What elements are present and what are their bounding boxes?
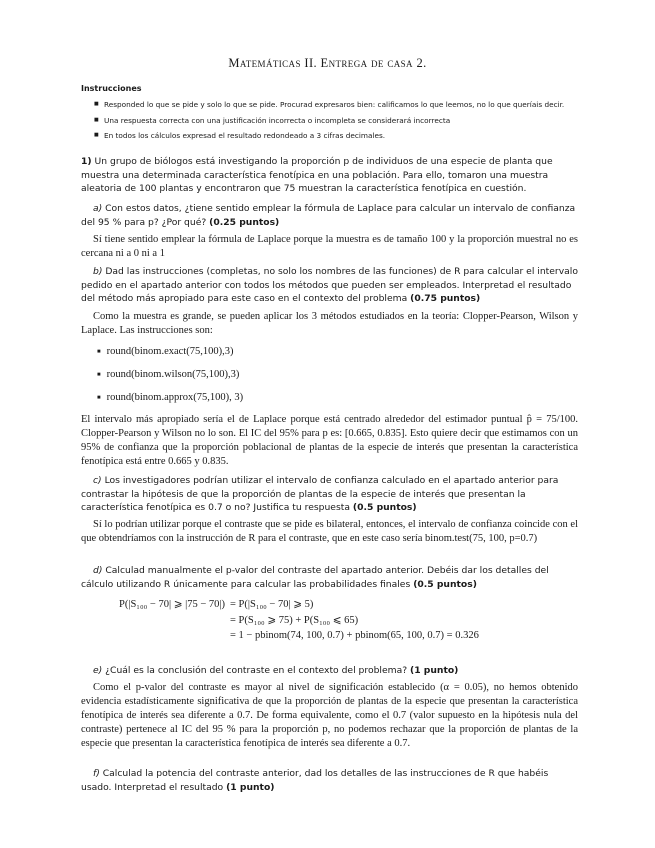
answer-b-interpretation: El intervalo más apropiado sería el de Laplace porque está centrado alrededor del estimador puntual p̂ = 75/100. Clopper-Pearson y Wilson no lo son. El IC del 95% para p es: [0.665, 0.835]. Esto quiere decir que estimamos con un 95% de confianza que la proporción poblacional de plantas de la especie de interés que presentan la característica fenotípica está entre 0.665 y 0.835. — [81, 414, 578, 467]
question-b — [81, 265, 578, 306]
equation-lhs: P(|S₁₀₀ − 70| ⩾ |75 − 70|) — [119, 599, 225, 610]
code-line: ■ round(binom.wilson(75,100),3) — [97, 369, 239, 380]
question-label: e) — [93, 665, 103, 676]
question-label: b) — [93, 266, 103, 277]
code-line: ■ round(binom.exact(75,100),3) — [97, 346, 233, 357]
question-text: Calculad la potencia del contraste anterior, dad los detalles de las instrucciones de R que habéis usado. Interpretad el resultado — [81, 768, 549, 793]
problem-number: 1) — [81, 156, 92, 167]
question-points: (0.5 puntos) — [352, 502, 417, 513]
question-text: Con estos datos, ¿tiene sentido emplear la fórmula de Laplace para calcular un intervalo de confianza del 95 % para p? ¿Por qué? — [81, 203, 576, 228]
question-points: (0.75 puntos) — [410, 293, 481, 304]
problem-statement — [81, 155, 578, 196]
question-label: d) — [93, 565, 103, 576]
question-label: c) — [93, 475, 102, 486]
question-label: a) — [93, 203, 103, 214]
question-text: Dad las instrucciones (completas, no solo los nombres de las funciones) de R para calcular el intervalo pedido en el apartado anterior con todos los métodos que pueden ser empleados. Interpretad el resultado del método más apropiado para este caso en el contexto del problema — [81, 266, 578, 304]
instructions-list — [94, 99, 594, 146]
question-d — [81, 564, 578, 591]
question-f — [81, 767, 578, 794]
answer-e: Como el p-valor del contraste es mayor al nivel de significación establecido (α = 0.05), no hemos obtenido evidencia estadísticamente significativa de que la proporción de plantas de la especie que presentan la característica fenotípica de interés sea diferente a 0.7. De forma equivalente, como el 0.7 (valor supuesto en la hipótesis nula del contraste) pertenece al IC del 95 % para la proporción p, no podemos rechazar que la proporción de plantas de la especie que presentan la característica fenotípica de interés sea diferente a 0.7. — [81, 682, 578, 749]
question-points: (0.25 puntos) — [209, 216, 280, 228]
answer-b: Como la muestra es grande, se pueden aplicar los 3 métodos estudiados en la teoría: Clopper-Pearson, Wilson y Laplace. Las instrucciones son: — [81, 311, 578, 336]
instruction-item: ■ En todos los cálculos expresad el resultado redondeado a 3 cifras decimales. — [94, 130, 594, 146]
question-points: (1 punto) — [226, 781, 275, 793]
equation-line-3: = 1 − pbinom(74, 100, 0.7) + pbinom(65, 100, 0.7) = 0.326 — [230, 630, 479, 641]
instruction-item: ■ Una respuesta correcta con una justificación incorrecta o incompleta se considerará incorrecta — [94, 115, 594, 131]
question-points: (0.5 puntos) — [413, 578, 477, 590]
question-c — [81, 474, 578, 515]
instructions-heading: Instrucciones — [81, 84, 142, 93]
answer-a: Sí tiene sentido emplear la fórmula de Laplace porque la muestra es de tamaño 100 y la proporción muestral no es cercana ni a 0 ni a 1 — [81, 234, 578, 259]
equation-line-2: = P(S₁₀₀ ⩾ 75) + P(S₁₀₀ ⩽ 65) — [230, 615, 359, 626]
instruction-item: ■ Responded lo que se pide y solo lo que se pide. Procurad expresaros bien: calificamos lo que leemos, no lo que queríais decir. — [94, 99, 594, 115]
question-e — [81, 664, 578, 678]
problem-text: Un grupo de biólogos está investigando la proporción p de individuos de una especie de planta que muestra una determinada característica fenotípica en una población. Para ello, tomaron una muestra aleatoria de 100 plantas y encontraron que 75 muestran la característica fenotípica en cuestión. — [81, 156, 553, 194]
answer-c: Sí lo podrían utilizar porque el contraste que se pide es bilateral, entonces, el intervalo de confianza coincide con el que obtendríamos con la instrucción de R para el contraste, que en este caso sería binom.test(75, 100, p=0.7) — [81, 519, 578, 544]
question-text: Los investigadores podrían utilizar el intervalo de confianza calculado en el apartado anterior para contrastar la hipótesis de que la proporción de plantas de la especie de interés que presentan la característica fenotípica es 0.7 o no? Justifica tu respuesta — [81, 475, 559, 513]
question-text: ¿Cuál es la conclusión del contraste en el contexto del problema? — [105, 665, 408, 676]
code-line: ■ round(binom.approx(75,100), 3) — [97, 392, 243, 403]
question-points: (1 punto) — [410, 665, 459, 676]
question-text: Calculad manualmente el p-valor del contraste del apartado anterior. Debéis dar los detalles del cálculo utilizando R únicamente para calcular las probabilidades finales — [81, 565, 549, 590]
question-label: f) — [93, 768, 100, 779]
question-a — [81, 202, 578, 229]
page-title: Matemáticas II. Entrega de casa 2. — [228, 56, 427, 70]
equation-line-1: = P(|S₁₀₀ − 70| ⩾ 5) — [230, 599, 314, 610]
